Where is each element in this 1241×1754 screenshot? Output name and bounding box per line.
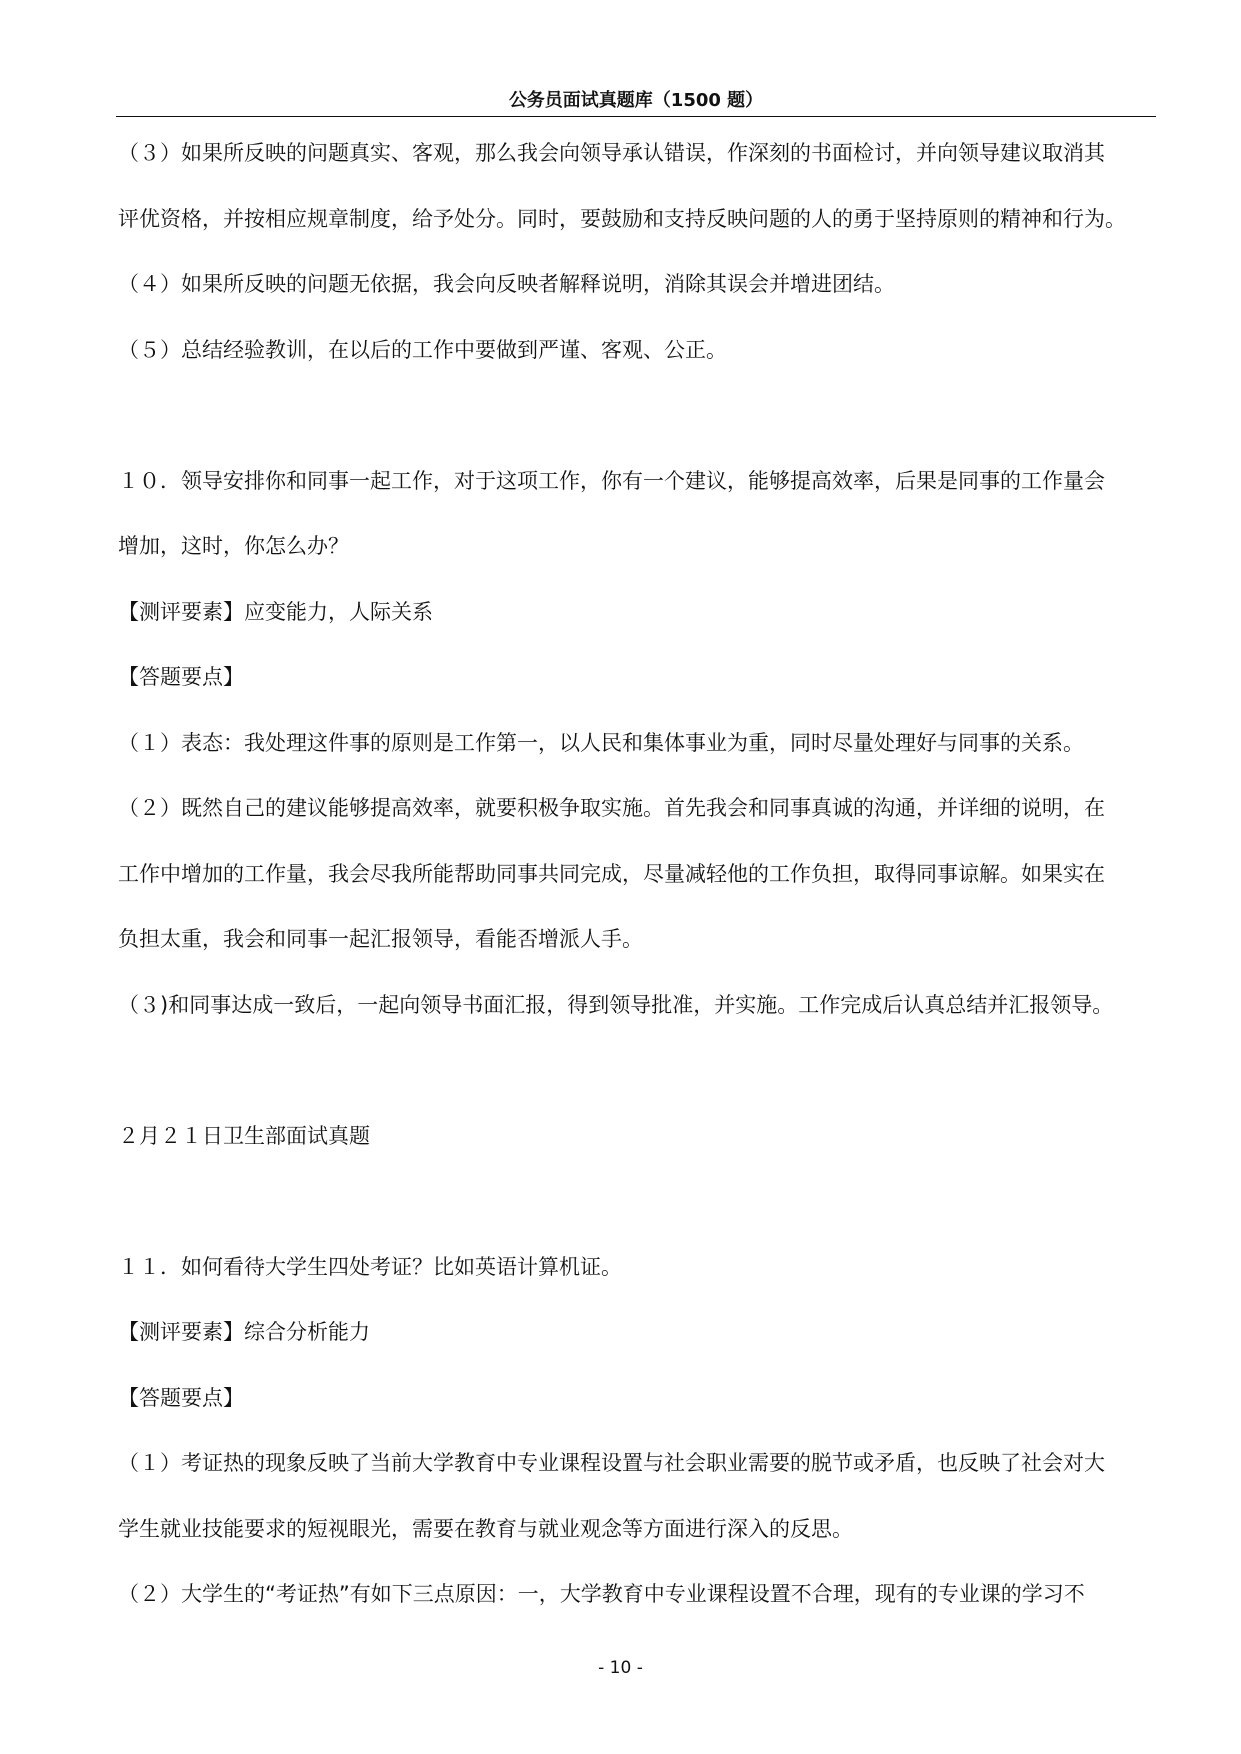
paragraph-line: （３）如果所反映的问题真实、客观，那么我会向领导承认错误，作深刻的书面检讨，并向领导建议取消其: [118, 141, 1105, 165]
page-header-title: 公务员面试真题库（1500 题）: [508, 90, 764, 111]
paragraph-line: （１）表态：我处理这件事的原则是工作第一，以人民和集体事业为重，同时尽量处理好与同事的关系。: [118, 730, 1084, 755]
paragraph-line: 工作中增加的工作量，我会尽我所能帮助同事共同完成，尽量减轻他的工作负担，取得同事谅解。如果实在: [118, 861, 1105, 886]
blank-line: [118, 1169, 1158, 1235]
paragraph-line: 负担太重，我会和同事一起汇报领导，看能否增派人手。: [118, 927, 643, 951]
paragraph-line: （１）考证热的现象反映了当前大学教育中专业课程设置与社会职业需要的脱节或矛盾，也反映了社会对大: [118, 1451, 1105, 1475]
blank-line: [118, 383, 1158, 449]
section-heading: ２月２１日卫生部面试真题: [118, 1123, 370, 1148]
paragraph-line: （３)和同事达成一致后，一起向领导书面汇报，得到领导批准，并实施。工作完成后认真总结并汇报领导。: [118, 992, 1114, 1017]
question-line: １１．如何看待大学生四处考证？比如英语计算机证。: [118, 1254, 622, 1279]
question-line: 增加，这时，你怎么办？: [118, 534, 349, 558]
header-divider: [116, 116, 1156, 117]
paragraph-line: （２）大学生的“考证热”有如下三点原因：一，大学教育中专业课程设置不合理，现有的专业课的学习不: [118, 1582, 1085, 1606]
assessment-factors: 【测评要素】应变能力，人际关系: [118, 599, 433, 624]
paragraph-line: （４）如果所反映的问题无依据，我会向反映者解释说明，消除其误会并增进团结。: [118, 272, 895, 296]
page-number: - 10 -: [598, 1658, 643, 1678]
question-line: １０．领导安排你和同事一起工作，对于这项工作，你有一个建议，能够提高效率，后果是同事的工作量会: [118, 468, 1105, 493]
paragraph-line: （５）总结经验教训，在以后的工作中要做到严谨、客观、公正。: [118, 337, 727, 362]
answer-points-heading: 【答题要点】: [118, 1385, 244, 1410]
answer-points-heading: 【答题要点】: [118, 665, 244, 689]
paragraph-line: （２）既然自己的建议能够提高效率，就要积极争取实施。首先我会和同事真诚的沟通，并详细的说明，在: [118, 796, 1105, 820]
paragraph-line: 评优资格，并按相应规章制度，给予处分。同时，要鼓励和支持反映问题的人的勇于坚持原则的精神和行为。: [118, 206, 1126, 231]
paragraph-line: 学生就业技能要求的短视眼光，需要在教育与就业观念等方面进行深入的反思。: [118, 1516, 853, 1541]
blank-line: [118, 1038, 1158, 1104]
document-body: [118, 121, 1158, 1628]
assessment-factors: 【测评要素】综合分析能力: [118, 1320, 370, 1344]
